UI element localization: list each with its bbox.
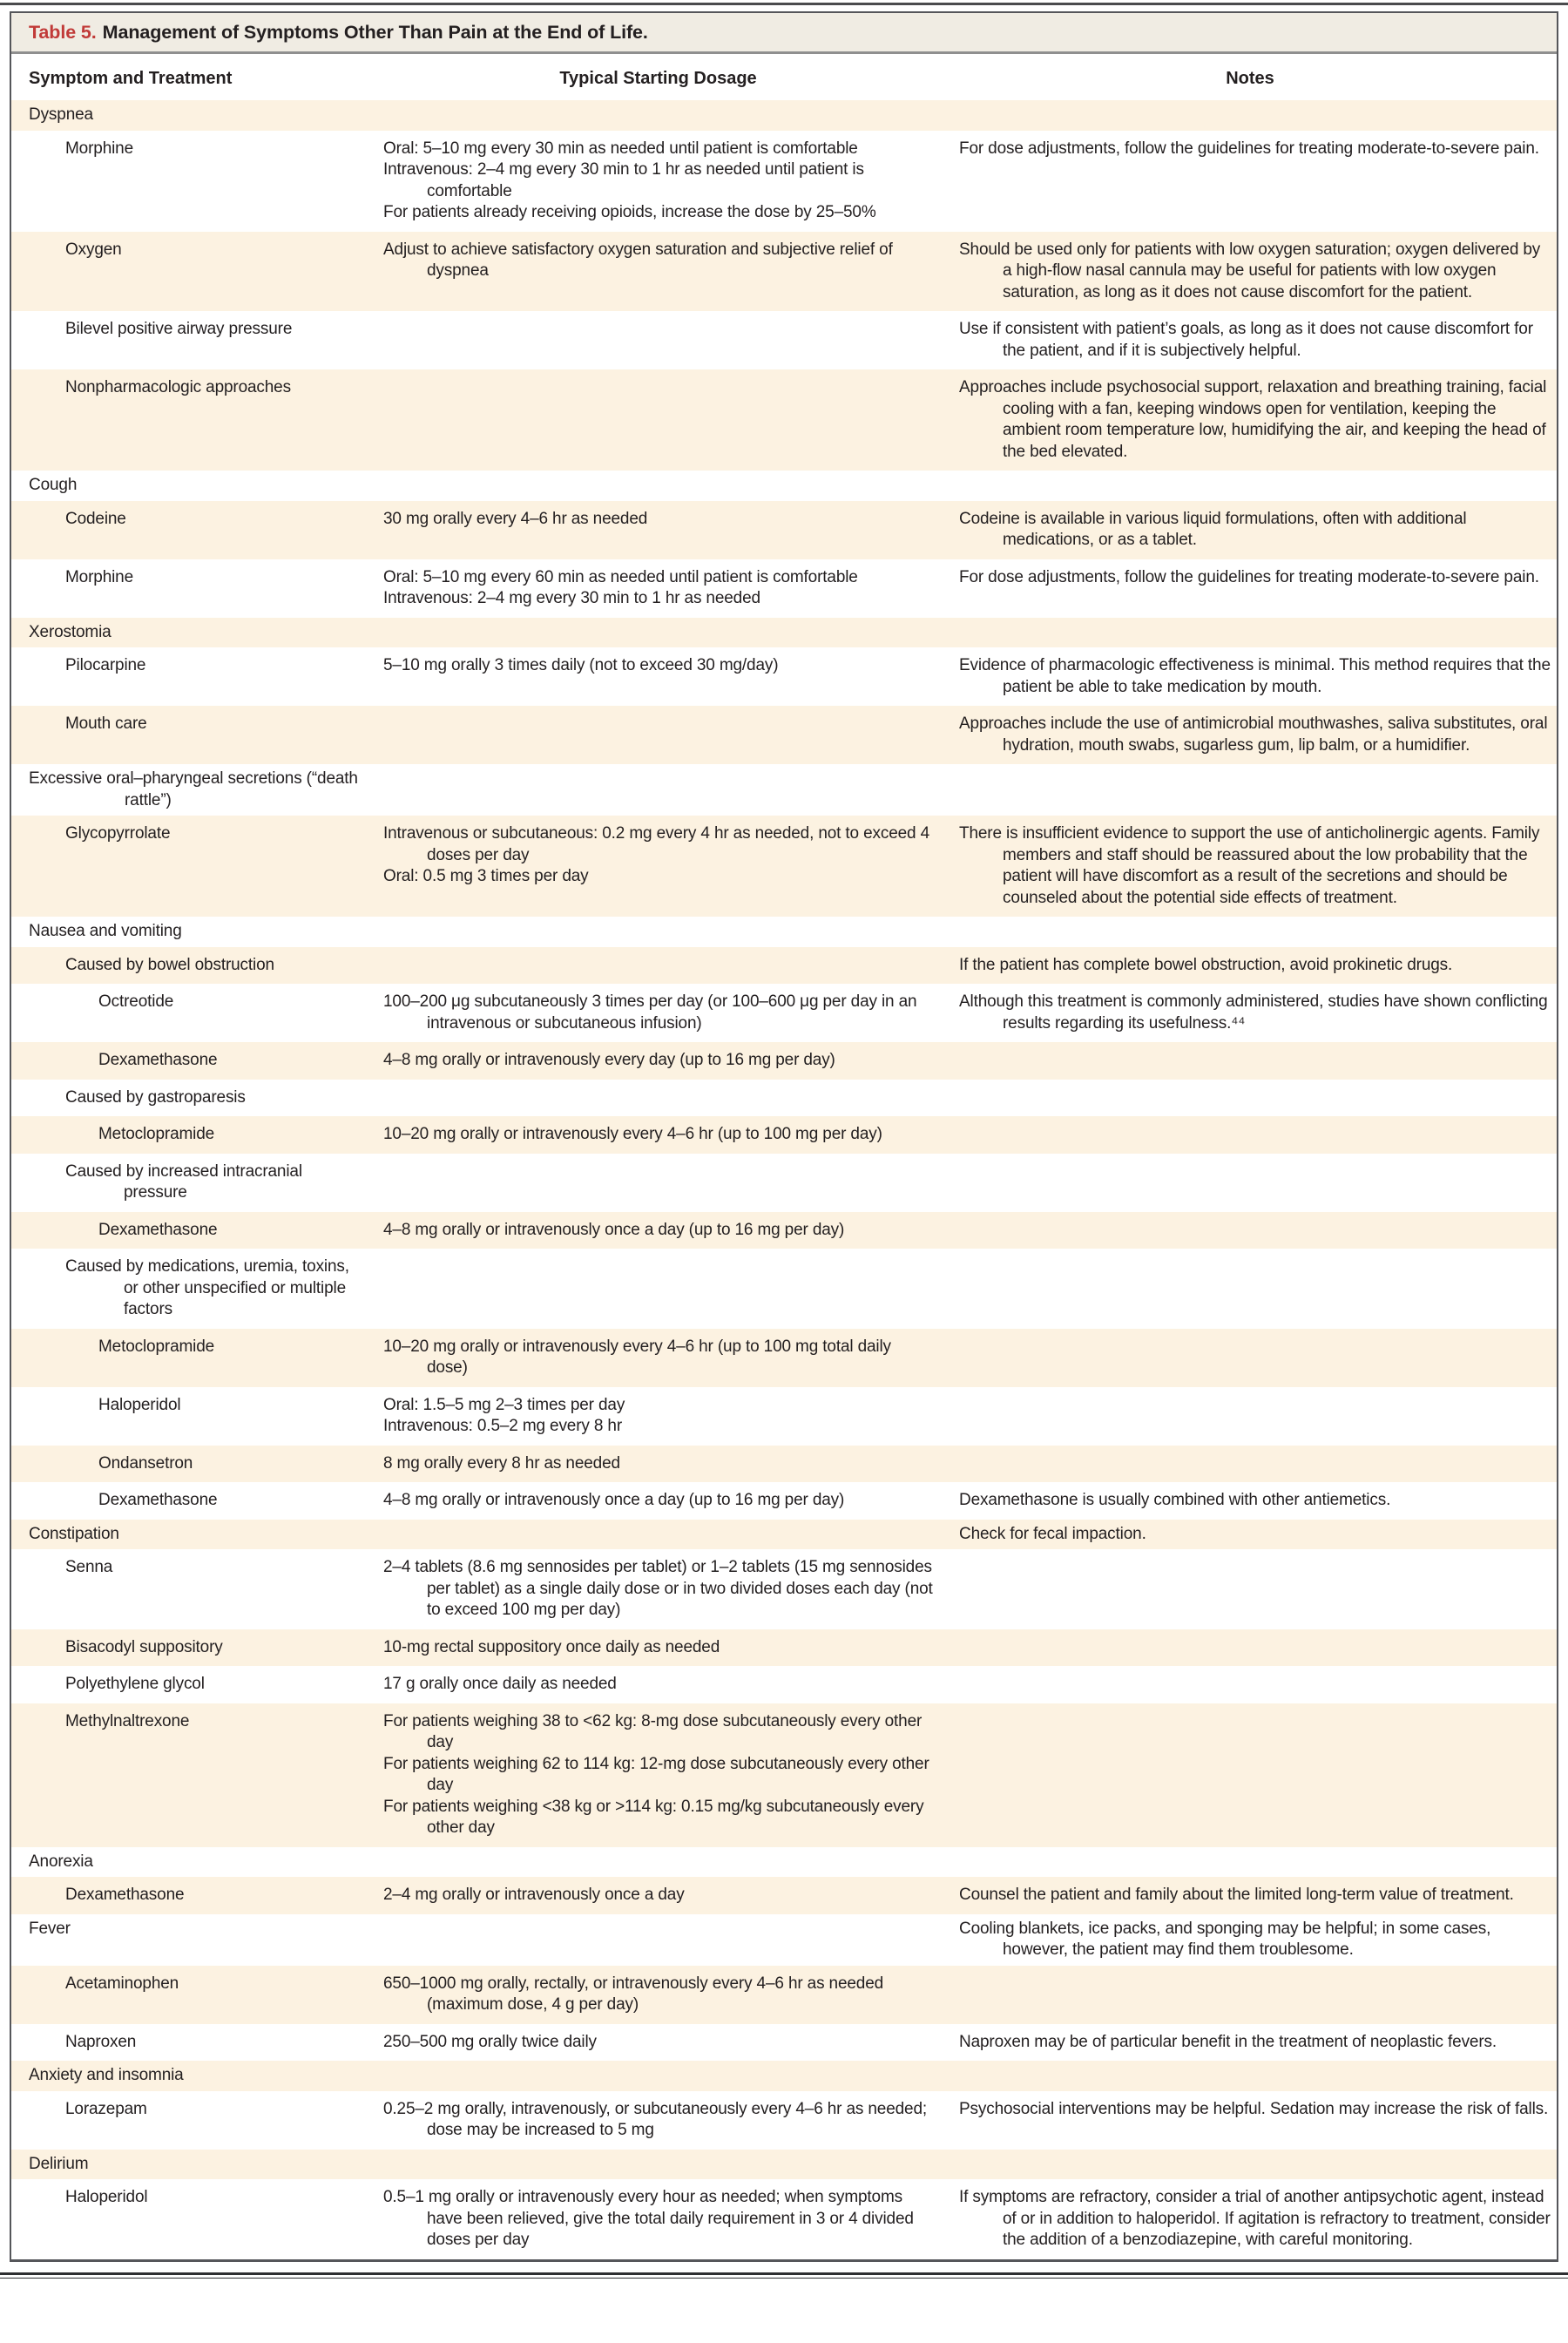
table-title-text: Management of Symptoms Other Than Pain at the End of Life. (102, 22, 648, 43)
symptom-cell: Fever (29, 1919, 71, 1938)
table-row (11, 2150, 1557, 2180)
notes-cell (943, 139, 1557, 224)
table-row (11, 501, 1557, 559)
notes-cell (943, 509, 1557, 552)
table-row (11, 100, 1557, 131)
note-text: Check for fecal impaction. (959, 1524, 1146, 1543)
dosage-cell (373, 2154, 943, 2176)
notes-cell (943, 377, 1557, 463)
symptom-cell: Ondansetron (98, 1453, 193, 1473)
symptom-cell: Caused by bowel obstruction (65, 955, 274, 974)
symptom-cell: Dexamethasone (65, 1886, 185, 1904)
dosage-line: 650–1000 mg orally, rectally, or intravenously every 4–6 hr as needed (maximum dose, 4 g per day) (383, 1974, 884, 2014)
note-text: If symptoms are refractory, consider a trial of another antipsychotic agent, instead of or in addition to haloperidol. If agitation is refractory to treatment, consider the addition of a benzodiazepine, with careful monitoring. (959, 2188, 1551, 2249)
notes-cell (943, 1050, 1557, 1072)
symptom-cell: Delirium (29, 2154, 89, 2173)
dosage-line: Oral: 5–10 mg every 60 min as needed until patient is comfortable (383, 567, 858, 586)
table-row (11, 1212, 1557, 1249)
dosage-line: 4–8 mg orally or intravenously once a day (up to 16 mg per day) (383, 1491, 845, 1509)
symptom-cell: Dexamethasone (98, 1051, 218, 1069)
dosage-line: For patients already receiving opioids, increase the dose by 25–50% (383, 203, 876, 221)
notes-cell (943, 992, 1557, 1034)
table-row (11, 947, 1557, 985)
dosage-line: 0.25–2 mg orally, intravenously, or subcutaneously every 4–6 hr as needed; dose may be increased to 5 mg (383, 2099, 928, 2139)
table-row (11, 1703, 1557, 1847)
dosage-line: Oral: 0.5 mg 3 times per day (383, 867, 589, 885)
symptom-cell: Constipation (29, 1524, 119, 1543)
symptom-cell: Anxiety and insomnia (29, 2066, 184, 2084)
symptom-cell: Glycopyrrolate (65, 824, 171, 843)
table-row (11, 1482, 1557, 1520)
symptom-cell: Dyspnea (29, 105, 93, 124)
dosage-cell (373, 139, 943, 224)
note-text: Should be used only for patients with low oxygen saturation; oxygen delivered by a high-flow nasal cannula may be useful for patients with low oxygen saturation, as long as it does not cause discomfort for the patient. (959, 240, 1541, 301)
dosage-cell (373, 1161, 943, 1204)
notes-cell (943, 1524, 1557, 1546)
table-row (11, 131, 1557, 232)
dosage-line: 8 mg orally every 8 hr as needed (383, 1453, 620, 1473)
dosage-cell (373, 1852, 943, 1873)
dosage-cell (373, 240, 943, 304)
column-header-row (11, 54, 1557, 100)
symptom-cell: Dexamethasone (98, 1491, 218, 1509)
dosage-line: 10-mg rectal suppository once daily as needed (383, 1637, 720, 1656)
table-row (11, 1666, 1557, 1703)
note-text: Approaches include psychosocial support, relaxation and breathing training, facial cooling with a fan, keeping windows open for ventilation, keeping the ambient room temperature low, humidifying the air, and keeping the head of the bed elevated. (959, 378, 1547, 461)
dosage-line: 2–4 mg orally or intravenously once a day (383, 1886, 685, 1904)
notes-cell (943, 1674, 1557, 1696)
note-text: Approaches include the use of antimicrobial mouthwashes, saliva substitutes, oral hydration, mouth swabs, sugarless gum, lip balm, or a humidifier. (959, 714, 1548, 755)
dosage-line: For patients weighing 62 to 114 kg: 12-mg dose subcutaneously every other day (383, 1754, 929, 1794)
page-top-rule (0, 3, 1568, 5)
symptom-cell: Codeine (65, 509, 126, 528)
note-text: Naproxen may be of particular benefit in the treatment of neoplastic fevers. (959, 2032, 1497, 2051)
table-row (11, 1042, 1557, 1080)
note-text: Dexamethasone is usually combined with other antiemetics. (959, 1491, 1391, 1509)
dosage-cell (373, 1453, 943, 1475)
dosage-cell (373, 567, 943, 610)
dosage-line: Intravenous: 0.5–2 mg every 8 hr (383, 1417, 623, 1435)
note-text: There is insufficient evidence to support the use of anticholinergic agents. Family members and staff should be reassured about the low probability that the patient will have discomfort as a result of the secretions and should be counseled about the potential side effects of treatment. (959, 824, 1540, 907)
notes-cell (943, 955, 1557, 977)
column-header-dosage: Typical Starting Dosage (559, 69, 757, 88)
symptom-cell: Caused by gastroparesis (65, 1087, 246, 1107)
table-row (11, 1549, 1557, 1629)
table-row (11, 1116, 1557, 1154)
note-text: For dose adjustments, follow the guidelines for treating moderate-to-severe pain. (959, 139, 1539, 158)
dosage-cell (373, 2065, 943, 2087)
dosage-cell (373, 955, 943, 977)
column-header-symptom: Symptom and Treatment (29, 69, 233, 88)
notes-cell (943, 1087, 1557, 1109)
page-bottom-rule (0, 2272, 1568, 2279)
dosage-cell (373, 1524, 943, 1546)
symptom-cell: Lorazepam (65, 2099, 147, 2118)
dosage-cell (373, 1711, 943, 1839)
symptom-cell: Polyethylene glycol (65, 1675, 205, 1693)
notes-cell (943, 567, 1557, 610)
notes-cell (943, 105, 1557, 126)
dosage-cell (373, 2032, 943, 2054)
dosage-line: 5–10 mg orally 3 times daily (not to exceed 30 mg/day) (383, 656, 779, 674)
notes-cell (943, 1711, 1557, 1839)
symptom-cell: Acetaminophen (65, 1974, 179, 1993)
table-row (11, 232, 1557, 312)
dosage-cell (373, 2187, 943, 2252)
symptom-cell: Bisacodyl suppository (65, 1637, 223, 1656)
table-body (11, 100, 1557, 2259)
notes-cell (943, 475, 1557, 497)
table-row (11, 1629, 1557, 1667)
table-row (11, 311, 1557, 369)
dosage-cell (373, 1674, 943, 1696)
dosage-cell (373, 655, 943, 698)
dosage-cell (373, 1557, 943, 1622)
dosage-line: Oral: 1.5–5 mg 2–3 times per day (383, 1395, 625, 1414)
symptom-cell: Pilocarpine (65, 656, 146, 674)
notes-cell (943, 1395, 1557, 1438)
table-row (11, 2061, 1557, 2091)
dosage-cell (373, 1395, 943, 1438)
dosage-cell (373, 769, 943, 811)
symptom-cell: Cough (29, 476, 78, 494)
symptom-cell: Excessive oral–pharyngeal secretions (“death rattle”) (29, 769, 358, 809)
dosage-line: 10–20 mg orally or intravenously every 4–6 hr (up to 100 mg per day) (383, 1125, 882, 1143)
dosage-cell (373, 105, 943, 126)
note-text: If the patient has complete bowel obstruction, avoid prokinetic drugs. (959, 955, 1453, 974)
dosage-line: 17 g orally once daily as needed (383, 1675, 617, 1693)
notes-cell (943, 2032, 1557, 2054)
notes-cell (943, 1974, 1557, 2016)
notes-cell (943, 2065, 1557, 2087)
table-row (11, 618, 1557, 648)
table-number-label: Table 5. (29, 22, 97, 43)
notes-cell (943, 921, 1557, 943)
symptom-cell: Morphine (65, 567, 134, 586)
symptom-cell: Methylnaltrexone (65, 1711, 190, 1730)
table-row (11, 1387, 1557, 1446)
table-row (11, 369, 1557, 471)
dosage-line: Oral: 5–10 mg every 30 min as needed until patient is comfortable (383, 139, 858, 158)
dosage-cell (373, 823, 943, 909)
dosage-cell (373, 1256, 943, 1321)
notes-cell (943, 2099, 1557, 2142)
dosage-line: 100–200 μg subcutaneously 3 times per day (or 100–600 μg per day in an intravenous or subcutaneous infusion) (383, 992, 917, 1033)
note-text: For dose adjustments, follow the guidelines for treating moderate-to-severe pain. (959, 567, 1539, 586)
notes-cell (943, 2154, 1557, 2176)
notes-cell (943, 1256, 1557, 1321)
symptom-cell: Oxygen (65, 240, 122, 259)
notes-cell (943, 1490, 1557, 1512)
table-row (11, 1446, 1557, 1483)
symptom-cell: Dexamethasone (98, 1220, 218, 1239)
table-row (11, 1847, 1557, 1878)
symptom-cell: Metoclopramide (98, 1125, 215, 1143)
notes-cell (943, 240, 1557, 304)
table-row (11, 1520, 1557, 1550)
table-row (11, 1914, 1557, 1966)
table-title-bar (11, 13, 1557, 54)
dosage-line: 30 mg orally every 4–6 hr as needed (383, 509, 648, 528)
table-row (11, 764, 1557, 816)
note-text: Although this treatment is commonly administered, studies have shown conflicting results regarding its usefulness.⁴⁴ (959, 992, 1548, 1033)
dosage-cell (373, 509, 943, 552)
dosage-line: For patients weighing <38 kg or >114 kg: 0.15 mg/kg subcutaneously every other day (383, 1797, 924, 1837)
dosage-cell (373, 1087, 943, 1109)
dosage-cell (373, 992, 943, 1034)
dosage-cell (373, 1490, 943, 1512)
table-row (11, 1154, 1557, 1212)
note-text: Evidence of pharmacologic effectiveness is minimal. This method requires that the patient be able to take medication by mouth. (959, 656, 1551, 696)
dosage-cell (373, 1337, 943, 1379)
dosage-line: 250–500 mg orally twice daily (383, 2032, 597, 2051)
notes-cell (943, 1337, 1557, 1379)
notes-cell (943, 1220, 1557, 1242)
table-row (11, 917, 1557, 947)
symptom-cell: Xerostomia (29, 622, 112, 641)
dosage-line: Intravenous: 2–4 mg every 30 min to 1 hr as needed (383, 589, 760, 607)
note-text: Cooling blankets, ice packs, and sponging may be helpful; in some cases, however, the patient may find them troublesome. (959, 1919, 1491, 1959)
symptom-cell: Caused by medications, uremia, toxins, or other unspecified or multiple factors (65, 1257, 349, 1318)
dosage-cell (373, 1637, 943, 1659)
notes-cell (943, 655, 1557, 698)
dosage-line: 2–4 tablets (8.6 mg sennosides per tablet) or 1–2 tablets (15 mg sennosides per tablet) as a single daily dose or in two divided doses each day (not to exceed 100 mg per day) (383, 1558, 933, 1619)
symptom-cell: Nonpharmacologic approaches (65, 378, 291, 396)
dosage-line: Intravenous: 2–4 mg every 30 min to 1 hr as needed until patient is comfortable (383, 160, 864, 200)
symptom-cell: Caused by increased intracranial pressure (65, 1161, 302, 1202)
notes-cell (943, 1161, 1557, 1204)
dosage-cell (373, 1050, 943, 1072)
dosage-line: For patients weighing 38 to <62 kg: 8-mg dose subcutaneously every other day (383, 1711, 923, 1751)
table-row (11, 471, 1557, 501)
note-text: Use if consistent with patient’s goals, as long as it does not cause discomfort for the patient, and if it is subjectively helpful. (959, 320, 1533, 360)
table-row (11, 706, 1557, 764)
notes-cell (943, 1919, 1557, 1961)
dosage-cell (373, 1885, 943, 1906)
table-row (11, 647, 1557, 706)
notes-cell (943, 1885, 1557, 1906)
symptom-cell: Nausea and vomiting (29, 922, 182, 940)
notes-cell (943, 1453, 1557, 1475)
dosage-line: Adjust to achieve satisfactory oxygen saturation and subjective relief of dyspnea (383, 240, 893, 280)
dosage-cell (373, 1919, 943, 1961)
dosage-line: 4–8 mg orally or intravenously once a day (up to 16 mg per day) (383, 1220, 845, 1239)
dosage-cell (373, 714, 943, 756)
dosage-cell (373, 377, 943, 463)
dosage-line: 10–20 mg orally or intravenously every 4–6 hr (up to 100 mg total daily dose) (383, 1337, 891, 1377)
notes-cell (943, 622, 1557, 644)
dosage-line: 0.5–1 mg orally or intravenously every hour as needed; when symptoms have been relieved, give the total daily requirement in 3 or 4 divided doses per day (383, 2188, 914, 2249)
table-row (11, 1966, 1557, 2024)
dosage-line: 4–8 mg orally or intravenously every day (up to 16 mg per day) (383, 1051, 835, 1069)
dosage-cell (373, 921, 943, 943)
dosage-cell (373, 1124, 943, 1146)
table-row (11, 1877, 1557, 1914)
table-row (11, 984, 1557, 1042)
symptom-cell: Senna (65, 1558, 113, 1576)
notes-cell (943, 2187, 1557, 2252)
table-row (11, 2091, 1557, 2150)
symptom-cell: Haloperidol (98, 1395, 181, 1414)
table-row (11, 2024, 1557, 2062)
symptom-cell: Morphine (65, 139, 134, 158)
symptom-management-table (10, 11, 1558, 2262)
table-row (11, 1249, 1557, 1329)
symptom-cell: Mouth care (65, 714, 147, 733)
notes-cell (943, 823, 1557, 909)
dosage-cell (373, 319, 943, 362)
notes-cell (943, 1637, 1557, 1659)
symptom-cell: Naproxen (65, 2032, 137, 2051)
symptom-cell: Haloperidol (65, 2188, 148, 2206)
note-text: Counsel the patient and family about the limited long-term value of treatment. (959, 1886, 1514, 1904)
notes-cell (943, 1124, 1557, 1146)
dosage-cell (373, 1220, 943, 1242)
column-header-notes: Notes (1226, 69, 1274, 88)
notes-cell (943, 714, 1557, 756)
symptom-cell: Bilevel positive airway pressure (65, 320, 293, 338)
notes-cell (943, 769, 1557, 811)
dosage-line: Intravenous or subcutaneous: 0.2 mg every 4 hr as needed, not to exceed 4 doses per day (383, 824, 930, 864)
table-row (11, 559, 1557, 618)
notes-cell (943, 319, 1557, 362)
note-text: Psychosocial interventions may be helpful. Sedation may increase the risk of falls. (959, 2099, 1549, 2118)
table-row (11, 2179, 1557, 2259)
dosage-cell (373, 475, 943, 497)
note-text: Codeine is available in various liquid formulations, often with additional medications, or as a tablet. (959, 509, 1467, 549)
symptom-cell: Metoclopramide (98, 1337, 215, 1356)
dosage-cell (373, 622, 943, 644)
notes-cell (943, 1852, 1557, 1873)
table-row (11, 816, 1557, 917)
dosage-cell (373, 1974, 943, 2016)
notes-cell (943, 1557, 1557, 1622)
symptom-cell: Octreotide (98, 992, 174, 1011)
table-row (11, 1080, 1557, 1117)
symptom-cell: Anorexia (29, 1852, 93, 1871)
dosage-cell (373, 2099, 943, 2142)
table-row (11, 1329, 1557, 1387)
